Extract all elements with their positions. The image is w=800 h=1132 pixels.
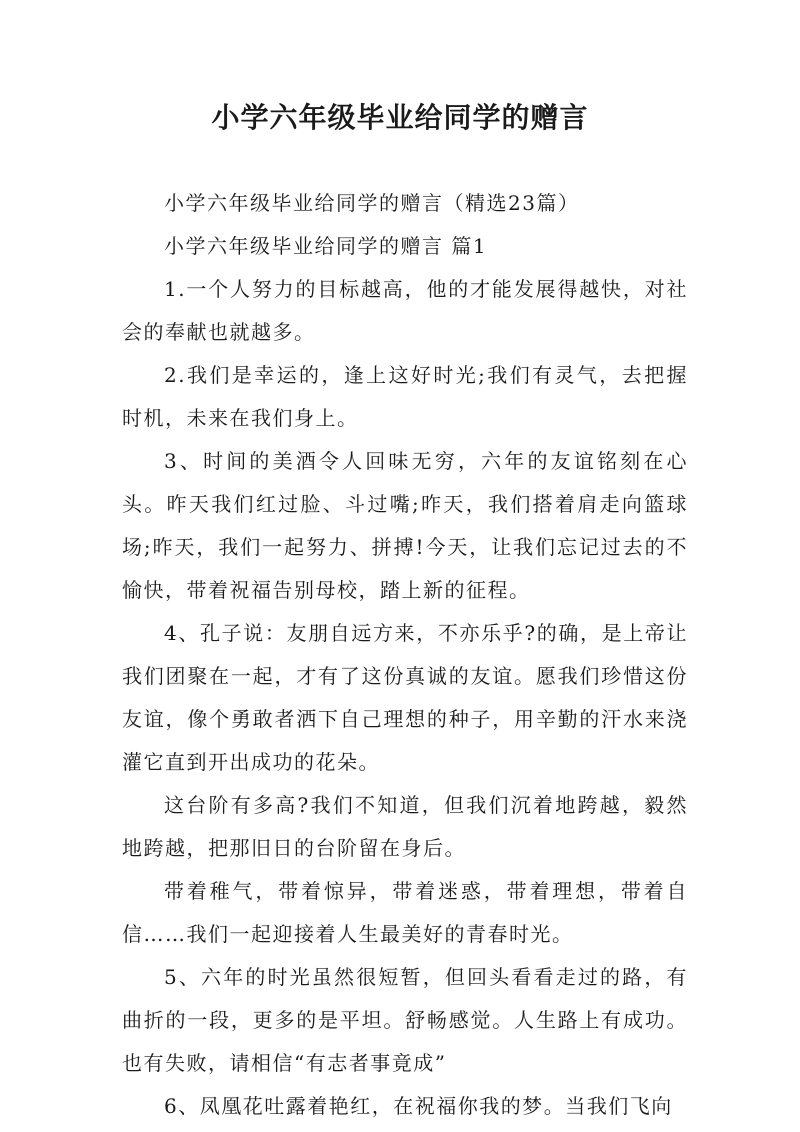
paragraph-8: 6、凤凰花吐露着艳红，在祝福你我的梦。当我们飞向	[164, 1094, 673, 1118]
paragraph-section-heading: 小学六年级毕业给同学的赠言 篇1	[164, 234, 488, 258]
paragraph-subtitle: 小学六年级毕业给同学的赠言（精选23篇）	[164, 191, 580, 215]
paragraph-4: 4、孔子说：友朋自远方来，不亦乐乎?的确，是上帝让我们团聚在一起，才有了这份真诚的友谊。愿我们珍惜这份友谊，像个勇敢者洒下自己理想的种子，用辛勤的汗水来浇灌它直到开出成功的花朵。	[122, 621, 688, 774]
paragraph-2: 2.我们是幸运的，逢上这好时光;我们有灵气，去把握时机，未来在我们身上。	[122, 363, 688, 430]
paragraph-7: 5、六年的时光虽然很短暂，但回头看看走过的路，有曲折的一段，更多的是平坦。舒畅感觉。人生路上有成功。也有失败，请相信“有志者事竟成”	[122, 965, 688, 1075]
paragraph-3: 3、时间的美酒令人回味无穷，六年的友谊铭刻在心头。昨天我们红过脸、斗过嘴;昨天，我们搭着肩走向篮球场;昨天，我们一起努力、拼搏!今天，让我们忘记过去的不愉快，带着祝福告别母校，踏上新的征程。	[122, 449, 688, 602]
paragraph-5: 这台阶有多高?我们不知道，但我们沉着地跨越，毅然地跨越，把那旧日的台阶留在身后。	[122, 793, 688, 860]
document-body	[122, 182, 688, 1128]
document-title: 小学六年级毕业给同学的赠言	[211, 101, 589, 134]
paragraph-6: 带着稚气，带着惊异，带着迷惑，带着理想，带着自信……我们一起迎接着人生最美好的青春时光。	[122, 879, 688, 946]
paragraph-1: 1.一个人努力的目标越高，他的才能发展得越快，对社会的奉献也就越多。	[122, 277, 688, 344]
